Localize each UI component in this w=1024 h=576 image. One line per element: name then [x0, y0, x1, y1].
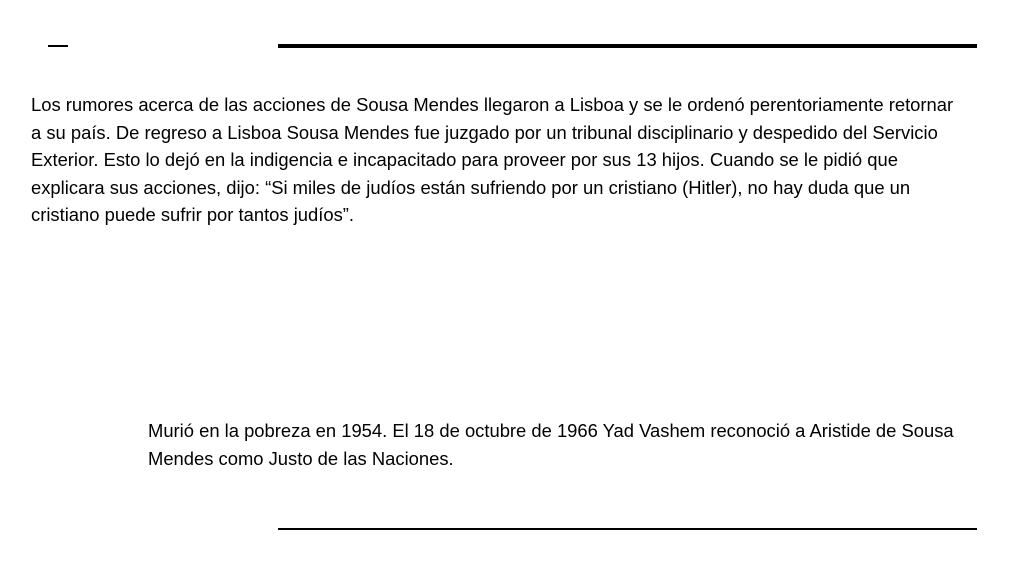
secondary-paragraph: Murió en la pobreza en 1954. El 18 de octubre de 1966 Yad Vashem reconoció a Aristide de Sousa Mendes como Justo de las Naciones.: [148, 420, 954, 469]
title-dash: [48, 45, 68, 47]
top-divider-line: [278, 44, 977, 48]
main-paragraph: Los rumores acerca de las acciones de Sousa Mendes llegaron a Lisboa y se le ordenó perentoriamente retornar a su país. De regreso a Lisboa Sousa Mendes fue juzgado por un tribunal disciplinario y despedido del Servicio Exterior. Esto lo dejó en la indigencia e incapacitado para proveer por sus 13 hijos. Cuando se le pidió que explicara sus acciones, dijo: “Si miles de judíos están sufriendo por un cristiano (Hitler), no hay duda que un cristiano puede sufrir por tantos judíos”.: [31, 94, 954, 225]
bottom-divider-line: [278, 528, 977, 530]
